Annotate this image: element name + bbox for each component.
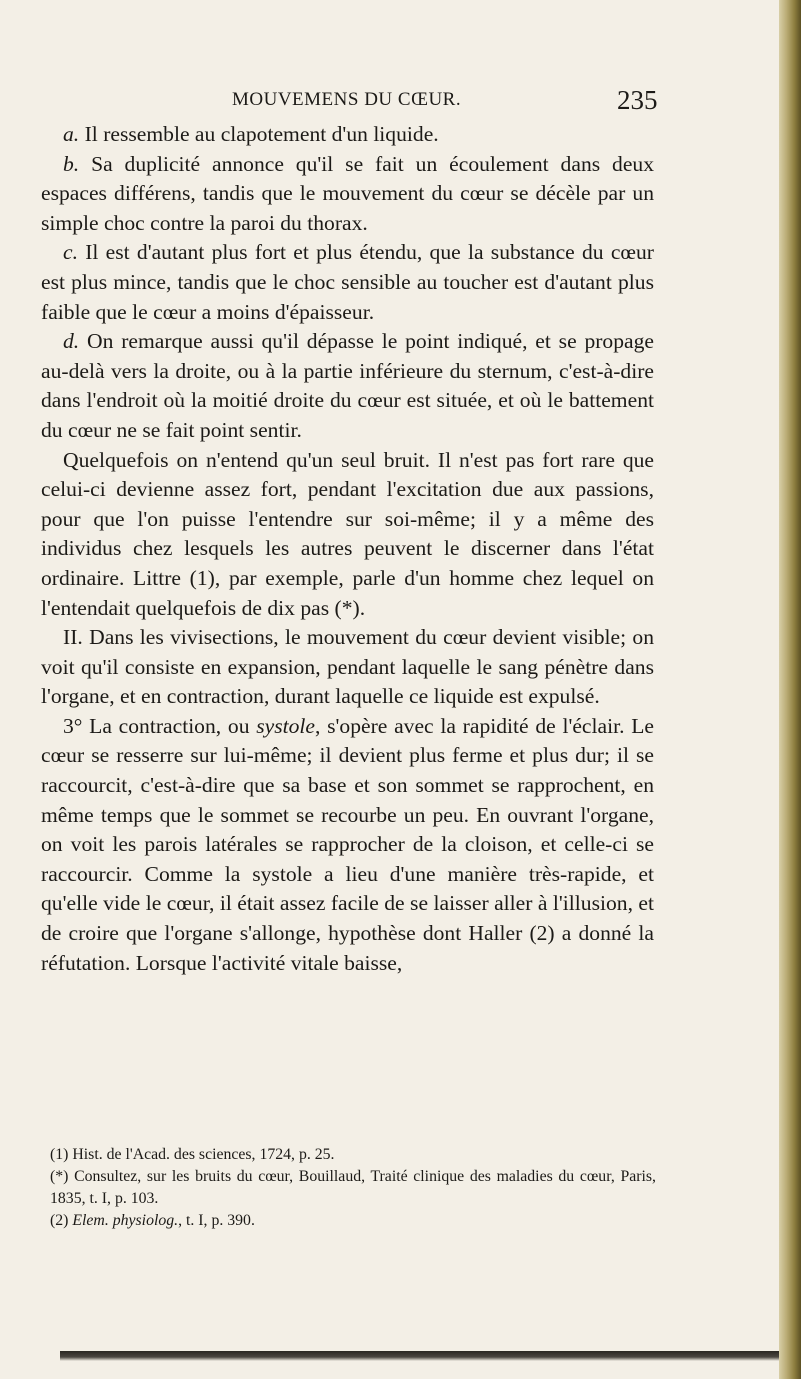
- footnote-text: (2): [50, 1212, 73, 1229]
- paragraph-a: [41, 120, 654, 150]
- paragraph-quelquefois: [41, 446, 654, 624]
- footnotes: [50, 1144, 656, 1232]
- paragraph-text: On remarque aussi qu'il dépasse le point indiqué, et se propage au-delà vers la droite, ou à la partie inférieure du sternum, c'est-à-dire dans l'endroit où la moitié droite du cœur est située, et où le battement du cœur ne se fait point sentir.: [41, 329, 654, 442]
- running-title: MOUVEMENS DU CŒUR.: [232, 89, 462, 110]
- page-number: 235: [617, 85, 658, 115]
- bottom-edge-shadow: [60, 1351, 780, 1361]
- page-edge: [779, 0, 801, 1379]
- footnote-2: [50, 1210, 656, 1232]
- paragraph-text: II. Dans les vivisections, le mouvement du cœur devient visible; on voit qu'il consiste en expansion, pendant laquelle le sang pénètre dans l'organe, et en contraction, durant laquelle ce liquide est expulsé.: [41, 625, 654, 709]
- item-label: c.: [63, 240, 78, 265]
- paragraph-c: [41, 238, 654, 327]
- paragraph-vivisections: [41, 623, 654, 712]
- footnote-1: [50, 1144, 656, 1166]
- paragraph-systole: [41, 712, 654, 978]
- paragraph-text: , s'opère avec la rapidité de l'éclair. Le cœur se resserre sur lui-même; il devient plus ferme et plus dur; il se raccourcit, c'est-à-dire que sa base et son sommet se rapprochent, en même temps que le sommet se recourbe un peu. En ouvrant l'organe, on voit les parois latérales se rapprocher de la cloison, et celle-ci se raccourcir. Comme la systole a lieu d'une manière très-rapide, et qu'elle vide le cœur, il était assez facile de se laisser aller à l'illusion, et de croire que l'organe s'allonge, hypothèse dont Haller (2) a donné la réfutation. Lorsque l'activité vitale baisse,: [41, 713, 654, 975]
- footnote-star: [50, 1166, 656, 1210]
- footnote-title: Elem. physiolog.: [72, 1212, 179, 1229]
- paragraph-text: Quelquefois on n'entend qu'un seul bruit. Il n'est pas fort rare que celui-ci devienne assez fort, pendant l'excitation due aux passions, pour que l'on puisse l'entendre sur soi-même; il y a même des individus chez lesquels les autres peuvent le discerner dans l'état ordinaire. Littre (1), par exemple, parle d'un homme chez lequel on l'entendait quelquefois de dix pas (*).: [41, 447, 654, 620]
- paragraph-b: [41, 150, 654, 239]
- paragraph-text: Sa duplicité annonce qu'il se fait un écoulement dans deux espaces différens, tandis que le mouvement du cœur se décèle par un simple choc contre la paroi du thorax.: [41, 151, 654, 235]
- paragraph-d: [41, 327, 654, 445]
- emphasis-term: systole: [256, 713, 315, 738]
- item-label: b.: [63, 151, 80, 176]
- body-text: [41, 120, 654, 978]
- footnote-text: (*) Consultez, sur les bruits du cœur, Bouillaud, Traité clinique des maladies du cœur, Paris, 1835, t. I, p. 103.: [50, 1168, 656, 1207]
- item-label: a.: [63, 122, 80, 146]
- footnote-text: , t. I, p. 390.: [178, 1212, 255, 1229]
- paragraph-text: 3° La contraction, ou: [63, 713, 257, 738]
- running-head: [0, 85, 801, 119]
- item-label: d.: [63, 329, 80, 354]
- paragraph-text: Il ressemble au clapotement d'un liquide.: [79, 122, 439, 146]
- footnote-text: (1) Hist. de l'Acad. des sciences, 1724, p. 25.: [50, 1146, 335, 1163]
- paragraph-text: Il est d'autant plus fort et plus étendu, que la substance du cœur est plus mince, tandis que le choc sensible au toucher est d'autant plus faible que le cœur a moins d'épaisseur.: [41, 240, 654, 324]
